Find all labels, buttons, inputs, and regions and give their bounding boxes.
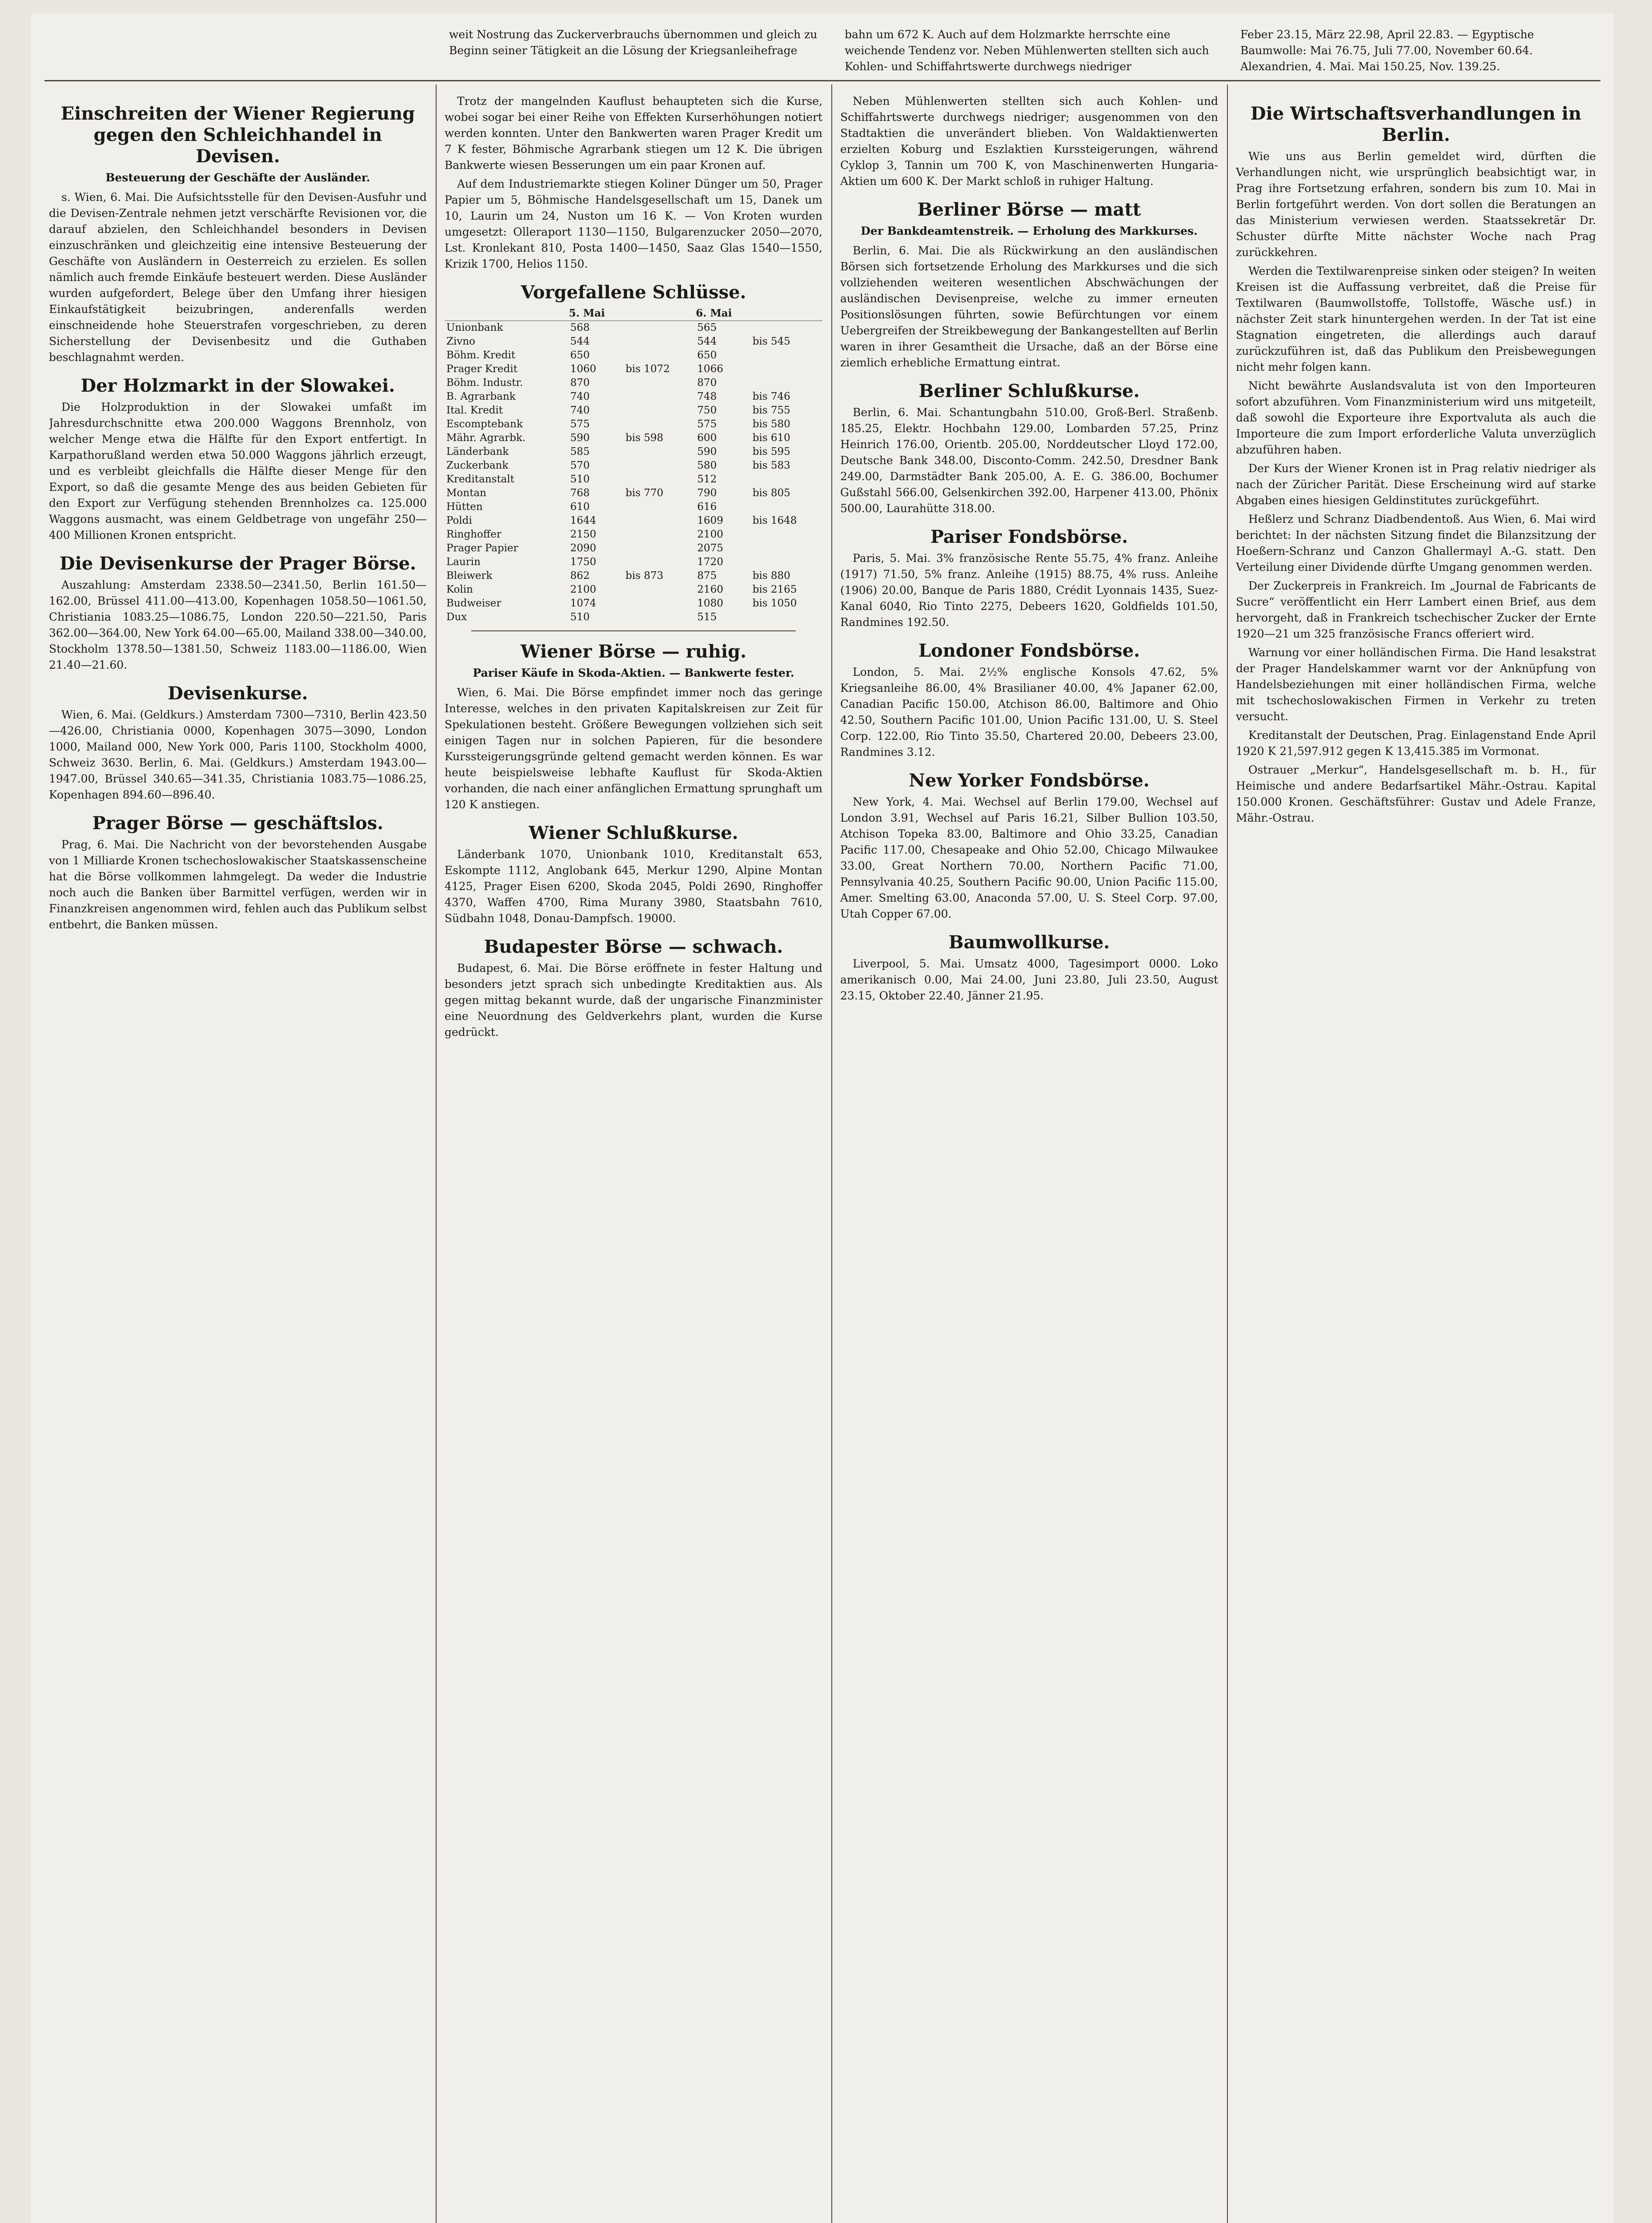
article-paragraph: Neben Mühlenwerten stellten sich auch Kohlen- und Schiffahrtswerte durchwegs niedriger; ausgenommen von den Stadtaktien die unverändert blieben. Von Waldaktienwerten erzielten Koburg und Eszlaktien Kurssteigerungen, während Cyklop 3, Tannin um 700 K, von Maschinenwerten Hungaria-Aktien um 600 K. Der Markt schloß in ruhiger Haltung. xyxy=(840,95,1218,188)
article-paragraph: Der Zuckerpreis in Frankreich. Im „Journal de Fabricants de Sucre“ veröffentlicht ein Herr Lambert einen Brief, aus dem hervorgeht, daß in Frankreich tschechischer Zucker der Ernte 1920—21 um 325 französische Francs offeriert wird. xyxy=(1236,579,1596,640)
table-cell: Mähr. Agrarbk. xyxy=(446,432,526,444)
table-cell xyxy=(624,514,695,528)
table-cell: 650 xyxy=(570,349,590,361)
article-paragraph: Auf dem Industriemarkte stiegen Koliner Dünger um 50, Prager Papier um 5, Böhmische Handelsgesellschaft um 15, Danek um 10, Laurin um 24, Nuston um 16 K. — Von Kroten wurden umgesetzt: Olleraport 1130—1150, Bulgarenzucker 2050—2070, Lst. Kronlekant 810, Posta 1400—1450, Saaz Glas 1540—1550, Krizik 1700, Helios 1150. xyxy=(445,177,822,270)
article-paragraph: Werden die Textilwarenpreise sinken oder steigen? In weiten Kreisen ist die Auffassung verbreitet, daß die Preise für Textilwaren (Baumwollstoffe, Tollstoffe, Wäsche usf.) in nächster Zeit stark hinuntergehen werden. In der Tat ist eine Stagnation eingetreten, die allerdings auch darauf zurückzuführen ist, daß das Publikum den Preisbewegungen nicht mehr folgen kann. xyxy=(1236,265,1596,373)
table-cell: B. Agrarbank xyxy=(446,391,516,402)
table-cell: 1644 xyxy=(570,515,597,526)
table-cell: 568 xyxy=(570,322,590,333)
table-cell xyxy=(624,583,695,597)
table-cell: 1720 xyxy=(697,556,723,568)
table-header-cell xyxy=(624,306,695,321)
table-cell: Budweiser xyxy=(446,598,501,609)
table-header-row xyxy=(445,306,822,321)
table-cell xyxy=(751,321,822,335)
table-cell: 616 xyxy=(697,501,717,513)
article-heading: Der Holzmarkt in der Slowakei. xyxy=(80,375,395,396)
table-cell: bis 873 xyxy=(626,570,664,582)
table-cell: bis 805 xyxy=(752,487,790,499)
table-cell: 575 xyxy=(570,418,590,430)
table-cell: 1080 xyxy=(697,598,723,609)
table-cell xyxy=(624,376,695,390)
table-cell: 2160 xyxy=(697,584,723,595)
top-text-col4: Feber 23.15, März 22.98, April 22.83. — Egyptische Baumwolle: Mai 76.75, Juli 77.00, November 60.64. Alexandrien, 4. Mai. Mai 150.25, Nov. 139.25. xyxy=(1240,28,1534,73)
table-cell: 544 xyxy=(697,336,717,347)
table-cell: Unionbank xyxy=(446,322,503,333)
table-cell: Zuckerbank xyxy=(446,460,509,471)
table-cell: 875 xyxy=(697,570,717,582)
table-cell xyxy=(751,349,822,362)
table-cell: Ital. Kredit xyxy=(446,405,503,416)
table-cell: Poldi xyxy=(446,515,472,526)
article-heading: Einschreiten der Wiener Regierung gegen den Schleichhandel in Devisen. xyxy=(60,103,415,167)
column-rule xyxy=(436,84,437,2223)
table-cell: 740 xyxy=(570,391,590,402)
article-heading: Berliner Börse — matt xyxy=(917,199,1141,220)
article-heading: Die Wirtschaftsverhandlungen in Berlin. xyxy=(1250,103,1582,145)
table-cell xyxy=(624,417,695,431)
table-cell: 590 xyxy=(570,432,590,444)
table-header-cell xyxy=(445,306,569,321)
table-cell xyxy=(624,321,695,335)
table-row xyxy=(445,362,822,376)
table-cell: 1060 xyxy=(570,363,597,375)
table-header-cell: 6. Mai xyxy=(695,306,750,321)
table-cell xyxy=(751,610,822,624)
column-2 xyxy=(445,93,822,2223)
article-paragraph: Ostrauer „Merkur“, Handelsgesellschaft m. b. H., für Heimische und andere Bedarfsartikel Mähr.-Ostrau. Kapital 150.000 Kronen. Geschäftsführer: Gustav und Adele Franze, Mähr.-Ostrau. xyxy=(1236,763,1596,824)
table-cell: 580 xyxy=(697,460,717,471)
table-cell: 862 xyxy=(570,570,590,582)
table-cell: Prager Kredit xyxy=(446,363,517,375)
table-cell: 2150 xyxy=(570,529,597,540)
table-cell: bis 1072 xyxy=(626,363,670,375)
table-row xyxy=(445,459,822,473)
article-heading: Wiener Schlußkurse. xyxy=(529,823,738,843)
article-heading: Die Devisenkurse der Prager Börse. xyxy=(59,553,416,574)
table-cell: 590 xyxy=(697,446,717,457)
article-paragraph: Kreditanstalt der Deutschen, Prag. Einlagenstand Ende April 1920 K 21,597.912 gegen K 13,415.385 im Vormonat. xyxy=(1236,729,1596,758)
table-cell: 575 xyxy=(697,418,717,430)
table-row xyxy=(445,473,822,486)
article-paragraph: Prag, 6. Mai. Die Nachricht von der bevorstehenden Ausgabe von 1 Milliarde Kronen tschechoslowakischer Staatskassenscheine hat die Börse vollkommen lahmgelegt. Da weder die Industrie noch auch die Banken über Barmittel verfügen, werden wir in Finanzkreisen angenommen wird, fehlen auch das Publikum selbst entbehrt, die Banken müssen. xyxy=(49,838,427,931)
article-heading: Budapester Börse — schwach. xyxy=(484,936,783,957)
article-paragraph: New York, 4. Mai. Wechsel auf Berlin 179.00, Wechsel auf London 3.91, Wechsel auf Paris 16.21, Silber Bullion 103.50, Atchison Topeka 83.00, Baltimore and Ohio 33.25, Canadian Pacific 117.00, Chesapeake and Ohio 52.00, Chicago Milwaukee 33.00, Great Northern 70.00, Northern Pacific 71.00, Pennsylvania 40.25, Southern Pacific 90.00, Union Pacific 115.00, Amer. Smelting 63.00, Anaconda 57.00, U. S. Steel Corp. 97.00, Utah Copper 67.00. xyxy=(840,795,1218,920)
table-cell: Hütten xyxy=(446,501,483,513)
table-cell xyxy=(751,376,822,390)
table-row xyxy=(445,500,822,514)
article-paragraph: Länderbank 1070, Unionbank 1010, Kreditanstalt 653, Eskompte 1112, Anglobank 645, Merkur 1290, Alpine Montan 4125, Prager Eisen 6200, Skoda 2045, Poldi 2690, Ringhoffer 4370, Waffen 4700, Rima Murany 3980, Staatsbahn 7610, Südbahn 1048, Donau-Dampfsch. 19000. xyxy=(445,848,822,925)
table-row xyxy=(445,542,822,555)
article-heading: Berliner Schlußkurse. xyxy=(918,381,1140,401)
table-cell: 512 xyxy=(697,473,717,485)
table-cell xyxy=(624,555,695,569)
table-row xyxy=(445,583,822,597)
table-cell: Laurin xyxy=(446,556,481,568)
article-paragraph: Auszahlung: Amsterdam 2338.50—2341.50, Berlin 161.50—162.00, Brüssel 411.00—413.00, Kopenhagen 1058.50—1061.50, Christiania 1083.25—1086.75, London 220.50—221.50, Paris 362.00—364.00, New York 64.00—65.00, Mailand 338.00—340.00, Stockholm 1378.50—1381.50, Schweiz 1183.00—1186.00, Wien 21.40—21.60. xyxy=(49,578,427,671)
article-paragraph: s. Wien, 6. Mai. Die Aufsichtsstelle für den Devisen-Ausfuhr und die Devisen-Zentrale nehmen jetzt verschärfte Revisionen vor, die darauf abzielen, den Schleichhandel besonders in Devisen einzuschränken und gleichzeitig eine intensive Besteuerung der Geschäfte von Ausländern in Oesterreich zu erzielen. Es sollen nämlich auch fremde Einkäufe besteuert werden. Diese Ausländer wurden aufgefordert, Belege über den Umfang ihrer hiesigen Einkaufstätigkeit beizubringen, anderenfalls werden einschneidende hohe Steuerstrafen vorgeschrieben, zu deren Sicherstellung der Devisenbesitz und die Guthaben beschlagnahmt werden. xyxy=(49,191,427,364)
article-paragraph: Wie uns aus Berlin gemeldet wird, dürften die Verhandlungen nicht, wie ursprünglich beabsichtigt war, in Prag ihre Fortsetzung erfahren, sondern bis zum 10. Mai in Berlin fortgeführt werden. Von dort sollen die Beratungen an das Ministerium verwiesen werden. Staatssekretär Dr. Schuster dürfte Mitte nächster Woche nach Prag zurückkehren. xyxy=(1236,150,1596,259)
table-row xyxy=(445,486,822,500)
table-cell xyxy=(751,542,822,555)
article-heading: Prager Börse — geschäftslos. xyxy=(92,813,384,834)
table-cell: 2075 xyxy=(697,542,723,554)
table-cell: 515 xyxy=(697,611,717,623)
table-cell xyxy=(624,473,695,486)
table-row xyxy=(445,555,822,569)
article-heading: Devisenkurse. xyxy=(168,683,308,704)
table-row xyxy=(445,569,822,583)
table-cell: 2100 xyxy=(697,529,723,540)
table-cell xyxy=(624,610,695,624)
table-cell: bis 595 xyxy=(752,446,790,457)
table-cell: Bleiwerk xyxy=(446,570,493,582)
article-heading: Londoner Fondsbörse. xyxy=(918,640,1140,661)
table-row xyxy=(445,349,822,362)
table-cell: Länderbank xyxy=(446,446,509,457)
table-cell xyxy=(624,445,695,459)
table-cell: 2090 xyxy=(570,542,597,554)
table-row xyxy=(445,404,822,417)
table-cell: 1609 xyxy=(697,515,723,526)
column-rule xyxy=(1227,84,1228,2223)
article-paragraph: London, 5. Mai. 2½% englische Konsols 47.62, 5% Kriegsanleihe 86.00, 4% Brasilianer 40.00, 4% Japaner 62.00, Canadian Pacific 150.00, Atchison 86.00, Baltimore and Ohio 42.50, Southern Pacific 101.00, Union Pacific 131.00, U. S. Steel Corp. 122.00, Rio Tinto 35.50, Chartered 20.00, Debeers 23.00, Randmines 3.12. xyxy=(840,666,1218,758)
table-cell xyxy=(624,597,695,610)
table-cell: bis 1050 xyxy=(752,598,797,609)
table-cell: 570 xyxy=(570,460,590,471)
article-subheading: Der Bankdeamtenstreik. — Erholung des Markkurses. xyxy=(861,225,1198,237)
table-cell xyxy=(751,555,822,569)
column-3 xyxy=(840,93,1218,2223)
article-paragraph: Wien, 6. Mai. (Geldkurs.) Amsterdam 7300—7310, Berlin 423.50—426.00, Christiania 0000, Kopenhagen 3075—3090, London 1000, Mailand 000, New York 000, Paris 1100, Stockholm 4000, Schweiz 3630. Berlin, 6. Mai. (Geldkurs.) Amsterdam 1943.00—1947.00, Brüssel 340.65—341.35, Christiania 1083.75—1086.25, Kopenhagen 894.60—896.40. xyxy=(49,708,427,801)
table-cell: Böhm. Industr. xyxy=(446,377,523,389)
article-paragraph: Der Kurs der Wiener Kronen ist in Prag relativ niedriger als nach der Züricher Parität. Diese Erscheinung wird auf starke Abgaben eines hiesigen Geldinstitutes zurückgeführt. xyxy=(1236,462,1596,507)
table-cell xyxy=(751,473,822,486)
table-cell xyxy=(624,404,695,417)
table-cell xyxy=(751,362,822,376)
stock-quotes-table xyxy=(445,306,822,624)
table-cell: 510 xyxy=(570,473,590,485)
table-cell xyxy=(624,459,695,473)
top-text-col3: bahn um 672 K. Auch auf dem Holzmarkte herrschte eine weichende Tendenz vor. Neben Mühlenwerten stellten sich auch Kohlen- und Schiffahrtswerte durchwegs niedriger xyxy=(845,28,1209,73)
table-cell: Prager Papier xyxy=(446,542,518,554)
table-cell: bis 880 xyxy=(752,570,790,582)
table-cell xyxy=(751,528,822,542)
table-row xyxy=(445,376,822,390)
article-heading: New Yorker Fondsbörse. xyxy=(909,770,1150,791)
table-cell: 610 xyxy=(570,501,590,513)
table-cell xyxy=(624,390,695,404)
article-heading: Vorgefallene Schlüsse. xyxy=(521,282,746,303)
article-paragraph: Budapest, 6. Mai. Die Börse eröffnete in fester Haltung und besonders jetzt sprach sich unbedingte Kreditaktien aus. Als gegen mittag bekannt wurde, daß der ungarische Finanzminister eine Neuordnung des Geldverkehrs plant, wurden die Kurse gedrückt. xyxy=(445,962,822,1039)
table-row xyxy=(445,528,822,542)
table-cell: bis 1648 xyxy=(752,515,797,526)
table-cell xyxy=(624,542,695,555)
article-paragraph: Heßlerz und Schranz Diadbendentoß. Aus Wien, 6. Mai wird berichtet: In der nächsten Sitzung findet die Bilanzsitzung der Hoeßern-Schranz und Canzon Ghallermayl A.-G. statt. Den Verteilung einer Dividende dürfte Umgang genommen werden. xyxy=(1236,513,1596,574)
table-row xyxy=(445,321,822,335)
newspaper-page xyxy=(31,13,1614,2223)
table-cell: 544 xyxy=(570,336,590,347)
table-cell: bis 545 xyxy=(752,336,790,347)
table-cell: 768 xyxy=(570,487,590,499)
table-row xyxy=(445,390,822,404)
table-cell: bis 755 xyxy=(752,405,790,416)
table-cell: bis 770 xyxy=(626,487,664,499)
table-cell: bis 580 xyxy=(752,418,790,430)
top-continuation-strip xyxy=(49,27,1596,76)
table-cell xyxy=(751,500,822,514)
article-paragraph: Trotz der mangelnden Kauflust behaupteten sich die Kurse, wobei sogar bei einer Reihe von Effekten Kurserhöhungen notiert werden konnten. Unter den Bankwerten waren Prager Kredit um 7 K fester, Böhmische Agrarbank stiegen um 12 K. Die übrigen Bankwerte wiesen Besserungen um ein paar Kronen auf. xyxy=(445,95,822,172)
article-paragraph: Paris, 5. Mai. 3% französische Rente 55.75, 4% franz. Anleihe (1917) 71.50, 5% franz. Anleihe (1915) 88.75, 4% russ. Anleihe (1906) 20.00, Banque de Paris 1880, Crédit Lyonnais 1435, Suez-Kanal 6040, Rio Tinto 2275, Debeers 1620, Goldfields 101.50, Randmines 192.50. xyxy=(840,552,1218,629)
table-cell: Zivno xyxy=(446,336,475,347)
table-cell xyxy=(624,500,695,514)
table-row xyxy=(445,335,822,349)
table-cell: 1074 xyxy=(570,598,597,609)
table-cell: Böhm. Kredit xyxy=(446,349,516,361)
table-header-cell xyxy=(751,306,822,321)
table-row xyxy=(445,610,822,624)
table-cell: 750 xyxy=(697,405,717,416)
article-heading: Wiener Börse — ruhig. xyxy=(520,641,747,662)
table-cell: 790 xyxy=(697,487,717,499)
article-subheading: Pariser Käufe in Skoda-Aktien. — Bankwerte fester. xyxy=(473,666,794,679)
article-paragraph: Berlin, 6. Mai. Schantungbahn 510.00, Groß-Berl. Straßenb. 185.25, Elektr. Hochbahn 129.00, Lombarden 57.25, Prinz Heinrich 176.00, Orientb. 205.00, Norddeutscher Lloyd 172.00, Deutsche Bank 348.00, Disconto-Comm. 242.50, Dresdner Bank 249.00, Darmstädter Bank 205.00, A. E. G. 386.00, Bochumer Gußstahl 566.00, Gelsenkirchen 392.00, Harpener 413.00, Phönix 500.00, Laurahütte 318.00. xyxy=(840,406,1218,515)
table-row xyxy=(445,597,822,610)
table-cell: 585 xyxy=(570,446,590,457)
table-cell: 870 xyxy=(697,377,717,389)
table-cell xyxy=(624,335,695,349)
table-cell xyxy=(624,528,695,542)
article-heading: Pariser Fondsbörse. xyxy=(930,526,1128,547)
table-cell: 650 xyxy=(697,349,717,361)
table-cell: bis 610 xyxy=(752,432,790,444)
article-paragraph: Wien, 6. Mai. Die Börse empfindet immer noch das geringe Interesse, welches in den privaten Kapitalskreisen zur Zeit für Spekulationen besteht. Größere Bewegungen vollziehen sich seit einigen Tagen nur in solchen Papieren, für die besondere Kurssteigerungsgründe geltend gemacht werden können. Es war heute beispielsweise lebhafte Kauflust für Skoda-Aktien vorhanden, die nach einer anfänglichen Ermattung sprunghaft um 120 K anstiegen. xyxy=(445,686,822,811)
top-text-col1: weit Nostrung das Zuckerverbrauchs übernommen und gleich zu Beginn seiner Tätigkeit an die Lösung der Kriegsanleihefrage xyxy=(449,28,818,57)
table-cell: 510 xyxy=(570,611,590,623)
table-cell: 870 xyxy=(570,377,590,389)
table-cell: 1750 xyxy=(570,556,597,568)
table-row xyxy=(445,445,822,459)
column-4 xyxy=(1236,93,1596,2223)
article-paragraph: Nicht bewährte Auslandsvaluta ist von den Importeuren sofort abzuführen. Vom Finanzministerium wird uns mitgeteilt, daß sowohl die Exporteure ihre Exportvaluta als auch die Importeure die zum Import erforderliche Valuta unverzüglich abzuführen haben. xyxy=(1236,379,1596,456)
table-cell: 565 xyxy=(697,322,717,333)
table-cell: bis 2165 xyxy=(752,584,797,595)
table-cell: bis 583 xyxy=(752,460,790,471)
table-cell: bis 746 xyxy=(752,391,790,402)
column-1 xyxy=(49,93,427,2223)
column-rule xyxy=(831,84,832,2223)
table-cell: 600 xyxy=(697,432,717,444)
table-cell: 740 xyxy=(570,405,590,416)
section-divider xyxy=(471,630,796,631)
article-paragraph: Berlin, 6. Mai. Die als Rückwirkung an den ausländischen Börsen sich fortsetzende Erholung des Markkurses und die sich vollziehenden weiteren wesentlichen Abschwächungen der ausländischen Devisenpreise, welche zu immer erneuten Positionslösungen führten, sowie Befürchtungen vor einem Uebergreifen der Streikbewegung der Bankangestellten auf Berlin waren in ihrer Gesamtheit die Ursache, daß an der Börse eine ziemlich erhebliche Ermattung eintrat. xyxy=(840,244,1218,369)
article-heading: Baumwollkurse. xyxy=(948,932,1110,953)
table-cell: Escomptebank xyxy=(446,418,523,430)
table-row xyxy=(445,431,822,445)
table-cell: Dux xyxy=(446,611,467,623)
table-cell: Montan xyxy=(446,487,486,499)
article-paragraph: Die Holzproduktion in der Slowakei umfaßt im Jahresdurchschnitte etwa 200.000 Waggons Brennholz, von welcher Menge etwa die Hälfte für den Export entfertigt. In Karpathorußland werden etwa 50.000 Waggons jährlich erzeugt, und es verbleibt gleichfalls die Hälfte dieser Menge für den Export, so daß die gesamte Menge des aus beiden Gebieten für den Export zur Verfügung stehenden Brennholzes ca. 125.000 Waggons ausmacht, was einem Geldbetrage von ungefähr 250—400 Millionen Kronen entspricht. xyxy=(49,401,427,542)
table-cell: Kolin xyxy=(446,584,473,595)
table-row xyxy=(445,514,822,528)
table-cell: Ringhoffer xyxy=(446,529,501,540)
table-row xyxy=(445,417,822,431)
table-cell: 2100 xyxy=(570,584,597,595)
table-cell: 1066 xyxy=(697,363,723,375)
table-cell: 748 xyxy=(697,391,717,402)
table-cell: Kreditanstalt xyxy=(446,473,514,485)
article-paragraph: Liverpool, 5. Mai. Umsatz 4000, Tagesimport 0000. Loko amerikanisch 0.00, Mai 24.00, Juni 23.80, Juli 23.50, August 23.15, Oktober 22.40, Jänner 21.95. xyxy=(840,957,1218,1002)
table-cell xyxy=(624,349,695,362)
article-paragraph: Warnung vor einer holländischen Firma. Die Hand lesakstrat der Prager Handelskammer warnt vor der Anknüpfung von Handelsbeziehungen mit einer holländischen Firma, welche mit tschechoslowakischen Firmen in Verkehr zu treten versucht. xyxy=(1236,646,1596,723)
table-cell: bis 598 xyxy=(626,432,664,444)
top-rule xyxy=(44,80,1600,81)
table-header-cell: 5. Mai xyxy=(569,306,624,321)
article-subheading: Besteuerung der Geschäfte der Ausländer. xyxy=(105,171,370,184)
